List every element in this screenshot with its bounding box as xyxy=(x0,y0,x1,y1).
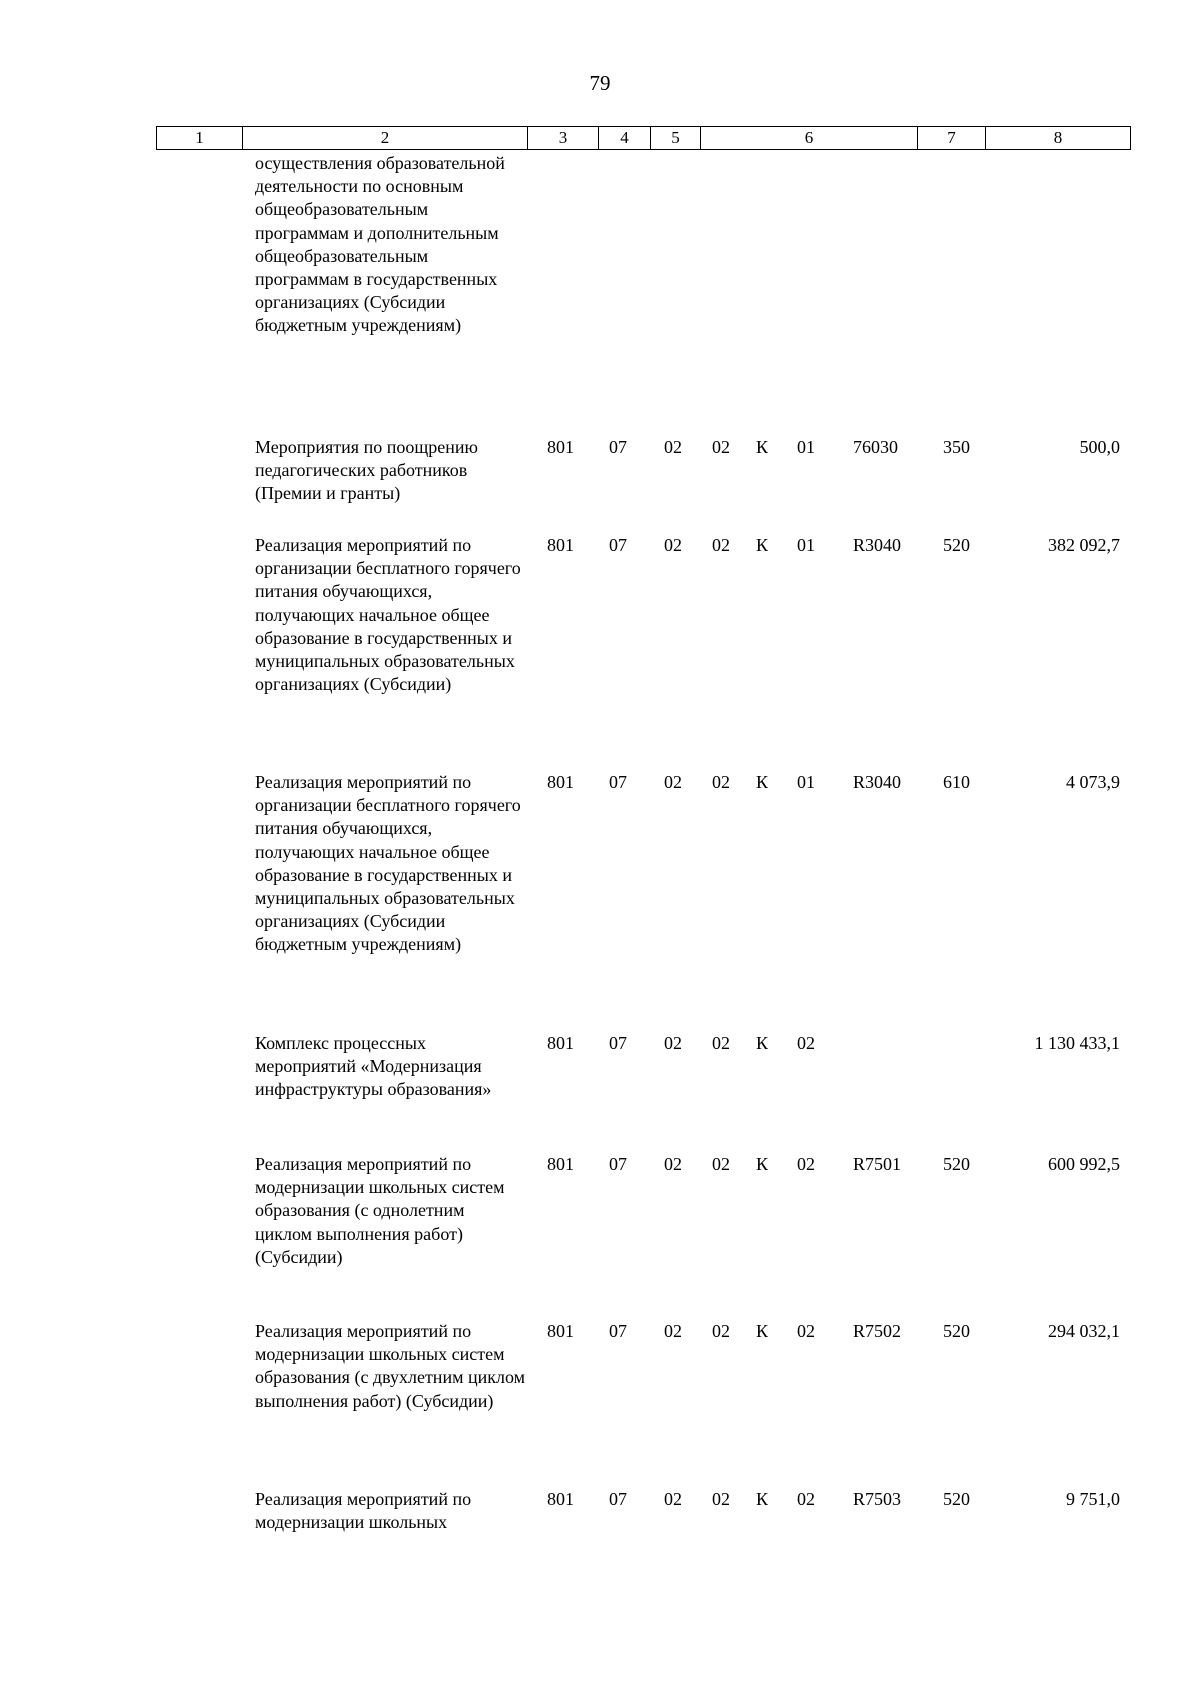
row-description: Реализация мероприятий по организации бесплатного горячего питания обучающихся, получающих начальное общее образование в государственных и муниципальных образовательных организациях (Субсидии бюджетным учреждениям) xyxy=(255,772,521,955)
cell-vr: 520 xyxy=(943,1154,970,1174)
cell-ved: 801 xyxy=(547,772,574,792)
row-description: Реализация мероприятий по модернизации школьных систем образования (с однолетним циклом выполнения работ) (Субсидии) xyxy=(255,1154,505,1267)
cell-rz: 07 xyxy=(609,1154,627,1174)
cell-subprogram: К xyxy=(756,1321,769,1341)
column-header-5: 5 xyxy=(651,127,701,150)
cell-program: 02 xyxy=(712,1154,730,1174)
column-header-8: 8 xyxy=(986,127,1131,150)
column-header-7: 7 xyxy=(918,127,986,150)
cell-ved: 801 xyxy=(547,1154,574,1174)
cell-sum: 382 092,7 xyxy=(1048,535,1120,555)
column-header-2: 2 xyxy=(243,127,528,150)
cell-ved: 801 xyxy=(547,1489,574,1509)
cell-program: 02 xyxy=(712,1033,730,1053)
cell-vr: 520 xyxy=(943,1489,970,1509)
cell-ved: 801 xyxy=(547,1033,574,1053)
row-description: Реализация мероприятий по модернизации школьных систем образования (с двухлетним циклом выполнения работ) (Субсидии) xyxy=(255,1321,526,1411)
row-description: осуществления образовательной деятельности по основным общеобразовательным программам и дополнительным общеобразовательным программам в государственных организациях (Субсидии бюджетным учреждениям) xyxy=(255,153,505,336)
cell-direction: R7503 xyxy=(853,1489,902,1509)
cell-sum: 294 032,1 xyxy=(1048,1321,1120,1341)
cell-vr: 610 xyxy=(943,772,970,792)
cell-vr: 520 xyxy=(943,535,970,555)
cell-pr: 02 xyxy=(664,1033,682,1053)
cell-rz: 07 xyxy=(609,1033,627,1053)
cell-pr: 02 xyxy=(664,437,682,457)
cell-subprogram: К xyxy=(756,1033,769,1053)
column-header-3: 3 xyxy=(528,127,599,150)
cell-ved: 801 xyxy=(547,437,574,457)
cell-rz: 07 xyxy=(609,772,627,792)
cell-pr: 02 xyxy=(664,1154,682,1174)
cell-ved: 801 xyxy=(547,1321,574,1341)
cell-sum: 1 130 433,1 xyxy=(1034,1033,1120,1053)
cell-event: 02 xyxy=(797,1033,815,1053)
cell-pr: 02 xyxy=(664,1489,682,1509)
row-description: Реализация мероприятий по организации бесплатного горячего питания обучающихся, получающих начальное общее образование в государственных и муниципальных образовательных организациях (Субсидии) xyxy=(255,535,521,695)
cell-vr: 350 xyxy=(943,437,970,457)
cell-direction: R7502 xyxy=(853,1321,902,1341)
cell-ved: 801 xyxy=(547,535,574,555)
cell-subprogram: К xyxy=(756,772,769,792)
cell-event: 02 xyxy=(797,1321,815,1341)
cell-sum: 500,0 xyxy=(1079,437,1120,457)
cell-rz: 07 xyxy=(609,535,627,555)
row-description: Мероприятия по поощрению педагогических работников (Премии и гранты) xyxy=(255,437,478,504)
cell-direction: R3040 xyxy=(853,772,902,792)
cell-program: 02 xyxy=(712,1489,730,1509)
cell-event: 01 xyxy=(797,437,815,457)
cell-program: 02 xyxy=(712,437,730,457)
row-description: Комплекс процессных мероприятий «Модернизация инфраструктуры образования» xyxy=(255,1033,492,1100)
cell-event: 02 xyxy=(797,1154,815,1174)
cell-pr: 02 xyxy=(664,1321,682,1341)
cell-rz: 07 xyxy=(609,1489,627,1509)
cell-rz: 07 xyxy=(609,437,627,457)
cell-sum: 600 992,5 xyxy=(1048,1154,1120,1174)
cell-event: 01 xyxy=(797,772,815,792)
cell-rz: 07 xyxy=(609,1321,627,1341)
cell-event: 02 xyxy=(797,1489,815,1509)
cell-sum: 9 751,0 xyxy=(1066,1489,1120,1509)
cell-direction: R7501 xyxy=(853,1154,902,1174)
column-header-4: 4 xyxy=(599,127,651,150)
column-header-6: 6 xyxy=(701,127,918,150)
page-number: 79 xyxy=(589,71,611,95)
cell-subprogram: К xyxy=(756,535,769,555)
cell-direction: R3040 xyxy=(853,535,902,555)
column-header-table xyxy=(156,126,1131,150)
cell-pr: 02 xyxy=(664,772,682,792)
cell-subprogram: К xyxy=(756,1489,769,1509)
cell-event: 01 xyxy=(797,535,815,555)
cell-direction: 76030 xyxy=(853,437,898,457)
column-header-1: 1 xyxy=(157,127,243,150)
cell-program: 02 xyxy=(712,1321,730,1341)
cell-program: 02 xyxy=(712,535,730,555)
cell-subprogram: К xyxy=(756,1154,769,1174)
cell-program: 02 xyxy=(712,772,730,792)
cell-subprogram: К xyxy=(756,437,769,457)
cell-vr: 520 xyxy=(943,1321,970,1341)
cell-pr: 02 xyxy=(664,535,682,555)
cell-sum: 4 073,9 xyxy=(1066,772,1120,792)
row-description: Реализация мероприятий по модернизации школьных xyxy=(255,1489,472,1533)
